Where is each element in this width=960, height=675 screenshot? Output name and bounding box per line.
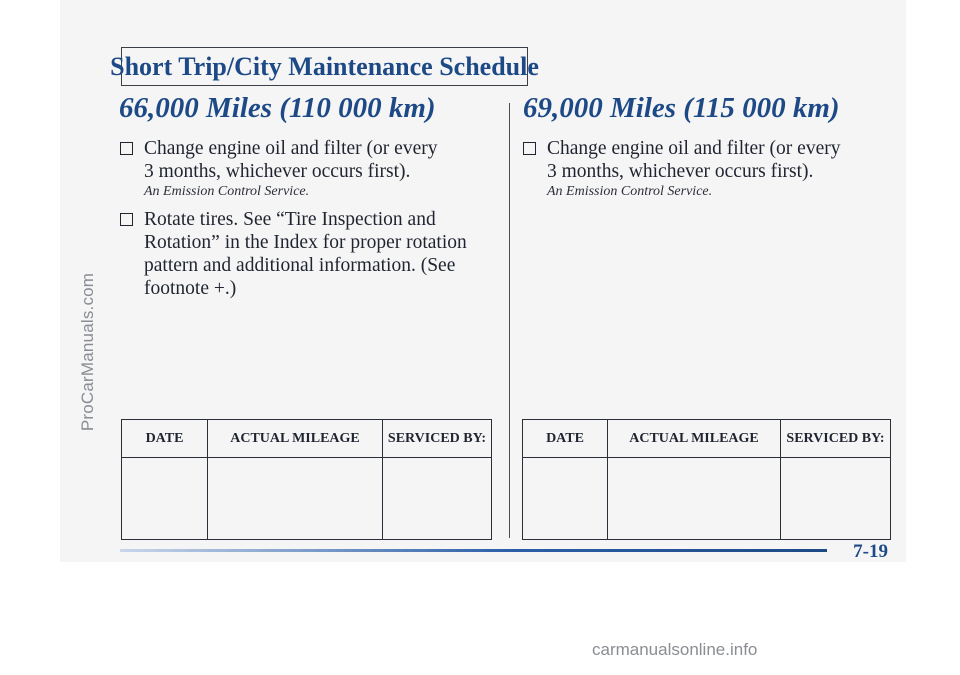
right-checklist-item-oil xyxy=(523,137,853,183)
mileage-entry-cell[interactable] xyxy=(208,458,383,540)
col-serviced-by-header: SERVICED BY: xyxy=(383,420,492,458)
checkbox-icon[interactable] xyxy=(523,142,536,155)
left-service-record-table xyxy=(121,419,492,540)
right-service-record-table xyxy=(522,419,891,540)
col-date-header: DATE xyxy=(523,420,608,458)
side-watermark: ProCarManuals.com xyxy=(78,272,97,432)
right-emission-note: An Emission Control Service. xyxy=(547,184,713,199)
page-number: 7-19 xyxy=(853,541,888,562)
left-checklist-item-tires xyxy=(120,208,475,300)
bottom-watermark: carmanualsonline.info xyxy=(592,640,758,659)
section-title: Short Trip/City Maintenance Schedule xyxy=(110,51,539,81)
col-date-header: DATE xyxy=(122,420,208,458)
col-serviced-by-header: SERVICED BY: xyxy=(781,420,891,458)
mileage-entry-cell[interactable] xyxy=(608,458,781,540)
right-mileage-heading: 69,000 Miles (115 000 km) xyxy=(523,92,840,124)
checkbox-icon[interactable] xyxy=(120,142,133,155)
left-checklist-item-oil xyxy=(120,137,450,183)
right-item-oil-text: Change engine oil and filter (or every 3 months, whichever occurs first). xyxy=(547,138,841,182)
footer-rule xyxy=(120,549,827,552)
date-entry-cell[interactable] xyxy=(122,458,208,540)
col-mileage-header: ACTUAL MILEAGE xyxy=(608,420,781,458)
left-item-oil-text: Change engine oil and filter (or every 3 months, whichever occurs first). xyxy=(144,138,438,182)
left-mileage-heading: 66,000 Miles (110 000 km) xyxy=(119,92,436,124)
serviced-by-entry-cell[interactable] xyxy=(383,458,492,540)
column-divider xyxy=(509,103,510,538)
checkbox-icon[interactable] xyxy=(120,213,133,226)
serviced-by-entry-cell[interactable] xyxy=(781,458,891,540)
left-item-tires-text: Rotate tires. See “Tire Inspection and Rotation” in the Index for proper rotation pattern and additional information. (See footnote +.) xyxy=(144,209,467,299)
section-title-box xyxy=(110,47,539,86)
left-emission-note: An Emission Control Service. xyxy=(144,184,310,199)
date-entry-cell[interactable] xyxy=(523,458,608,540)
col-mileage-header: ACTUAL MILEAGE xyxy=(208,420,383,458)
